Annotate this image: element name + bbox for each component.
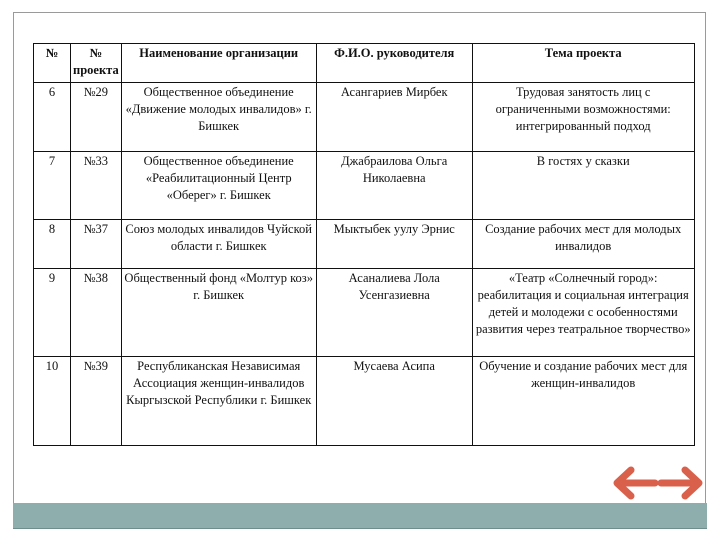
navigation-arrows [611,465,705,501]
cell-project-number: №38 [71,269,122,357]
table-header-row [34,44,695,83]
header-project-number: № проекта [71,44,122,83]
table-row [34,357,695,446]
cell-topic: Создание рабочих мест для молодых инвалидов [472,220,694,269]
table-row [34,220,695,269]
cell-organization: Общественное объединение «Движение молодых инвалидов» г. Бишкек [121,83,316,152]
cell-organization: Союз молодых инвалидов Чуйской области г. Бишкек [121,220,316,269]
cell-organization: Общественный фонд «Молтур коз» г. Бишкек [121,269,316,357]
cell-leader: Джабраилова Ольга Николаевна [316,152,472,220]
cell-topic: В гостях у сказки [472,152,694,220]
header-number: № [34,44,71,83]
cell-organization: Республиканская Независимая Ассоциация женщин-инвалидов Кыргызской Республики г. Бишкек [121,357,316,446]
table-row [34,83,695,152]
cell-number: 7 [34,152,71,220]
cell-topic: Трудовая занятость лиц с ограниченными возможностями: интегрированный подход [472,83,694,152]
cell-project-number: №37 [71,220,122,269]
cell-topic: Обучение и создание рабочих мест для женщин-инвалидов [472,357,694,446]
cell-project-number: №33 [71,152,122,220]
cell-leader: Асаналиева Лола Усенгазиевна [316,269,472,357]
cell-leader: Мусаева Асипа [316,357,472,446]
cell-project-number: №39 [71,357,122,446]
cell-leader: Мыктыбек уулу Эрнис [316,220,472,269]
cell-topic: «Театр «Солнечный город»: реабилитация и социальная интеграция детей и молодежи с особенностями развития через театральное творчество» [472,269,694,357]
header-leader: Ф.И.О. руководителя [316,44,472,83]
header-organization: Наименование организации [121,44,316,83]
cell-number: 8 [34,220,71,269]
projects-table [33,43,695,446]
cell-number: 10 [34,357,71,446]
cell-number: 6 [34,83,71,152]
table-row [34,152,695,220]
footer-band [13,503,707,529]
back-arrow-icon[interactable] [617,470,655,496]
header-topic: Тема проекта [472,44,694,83]
forward-arrow-icon[interactable] [661,470,699,496]
cell-leader: Асангариев Мирбек [316,83,472,152]
cell-organization: Общественное объединение «Реабилитационный Центр «Оберег» г. Бишкек [121,152,316,220]
cell-number: 9 [34,269,71,357]
cell-project-number: №29 [71,83,122,152]
table-row [34,269,695,357]
